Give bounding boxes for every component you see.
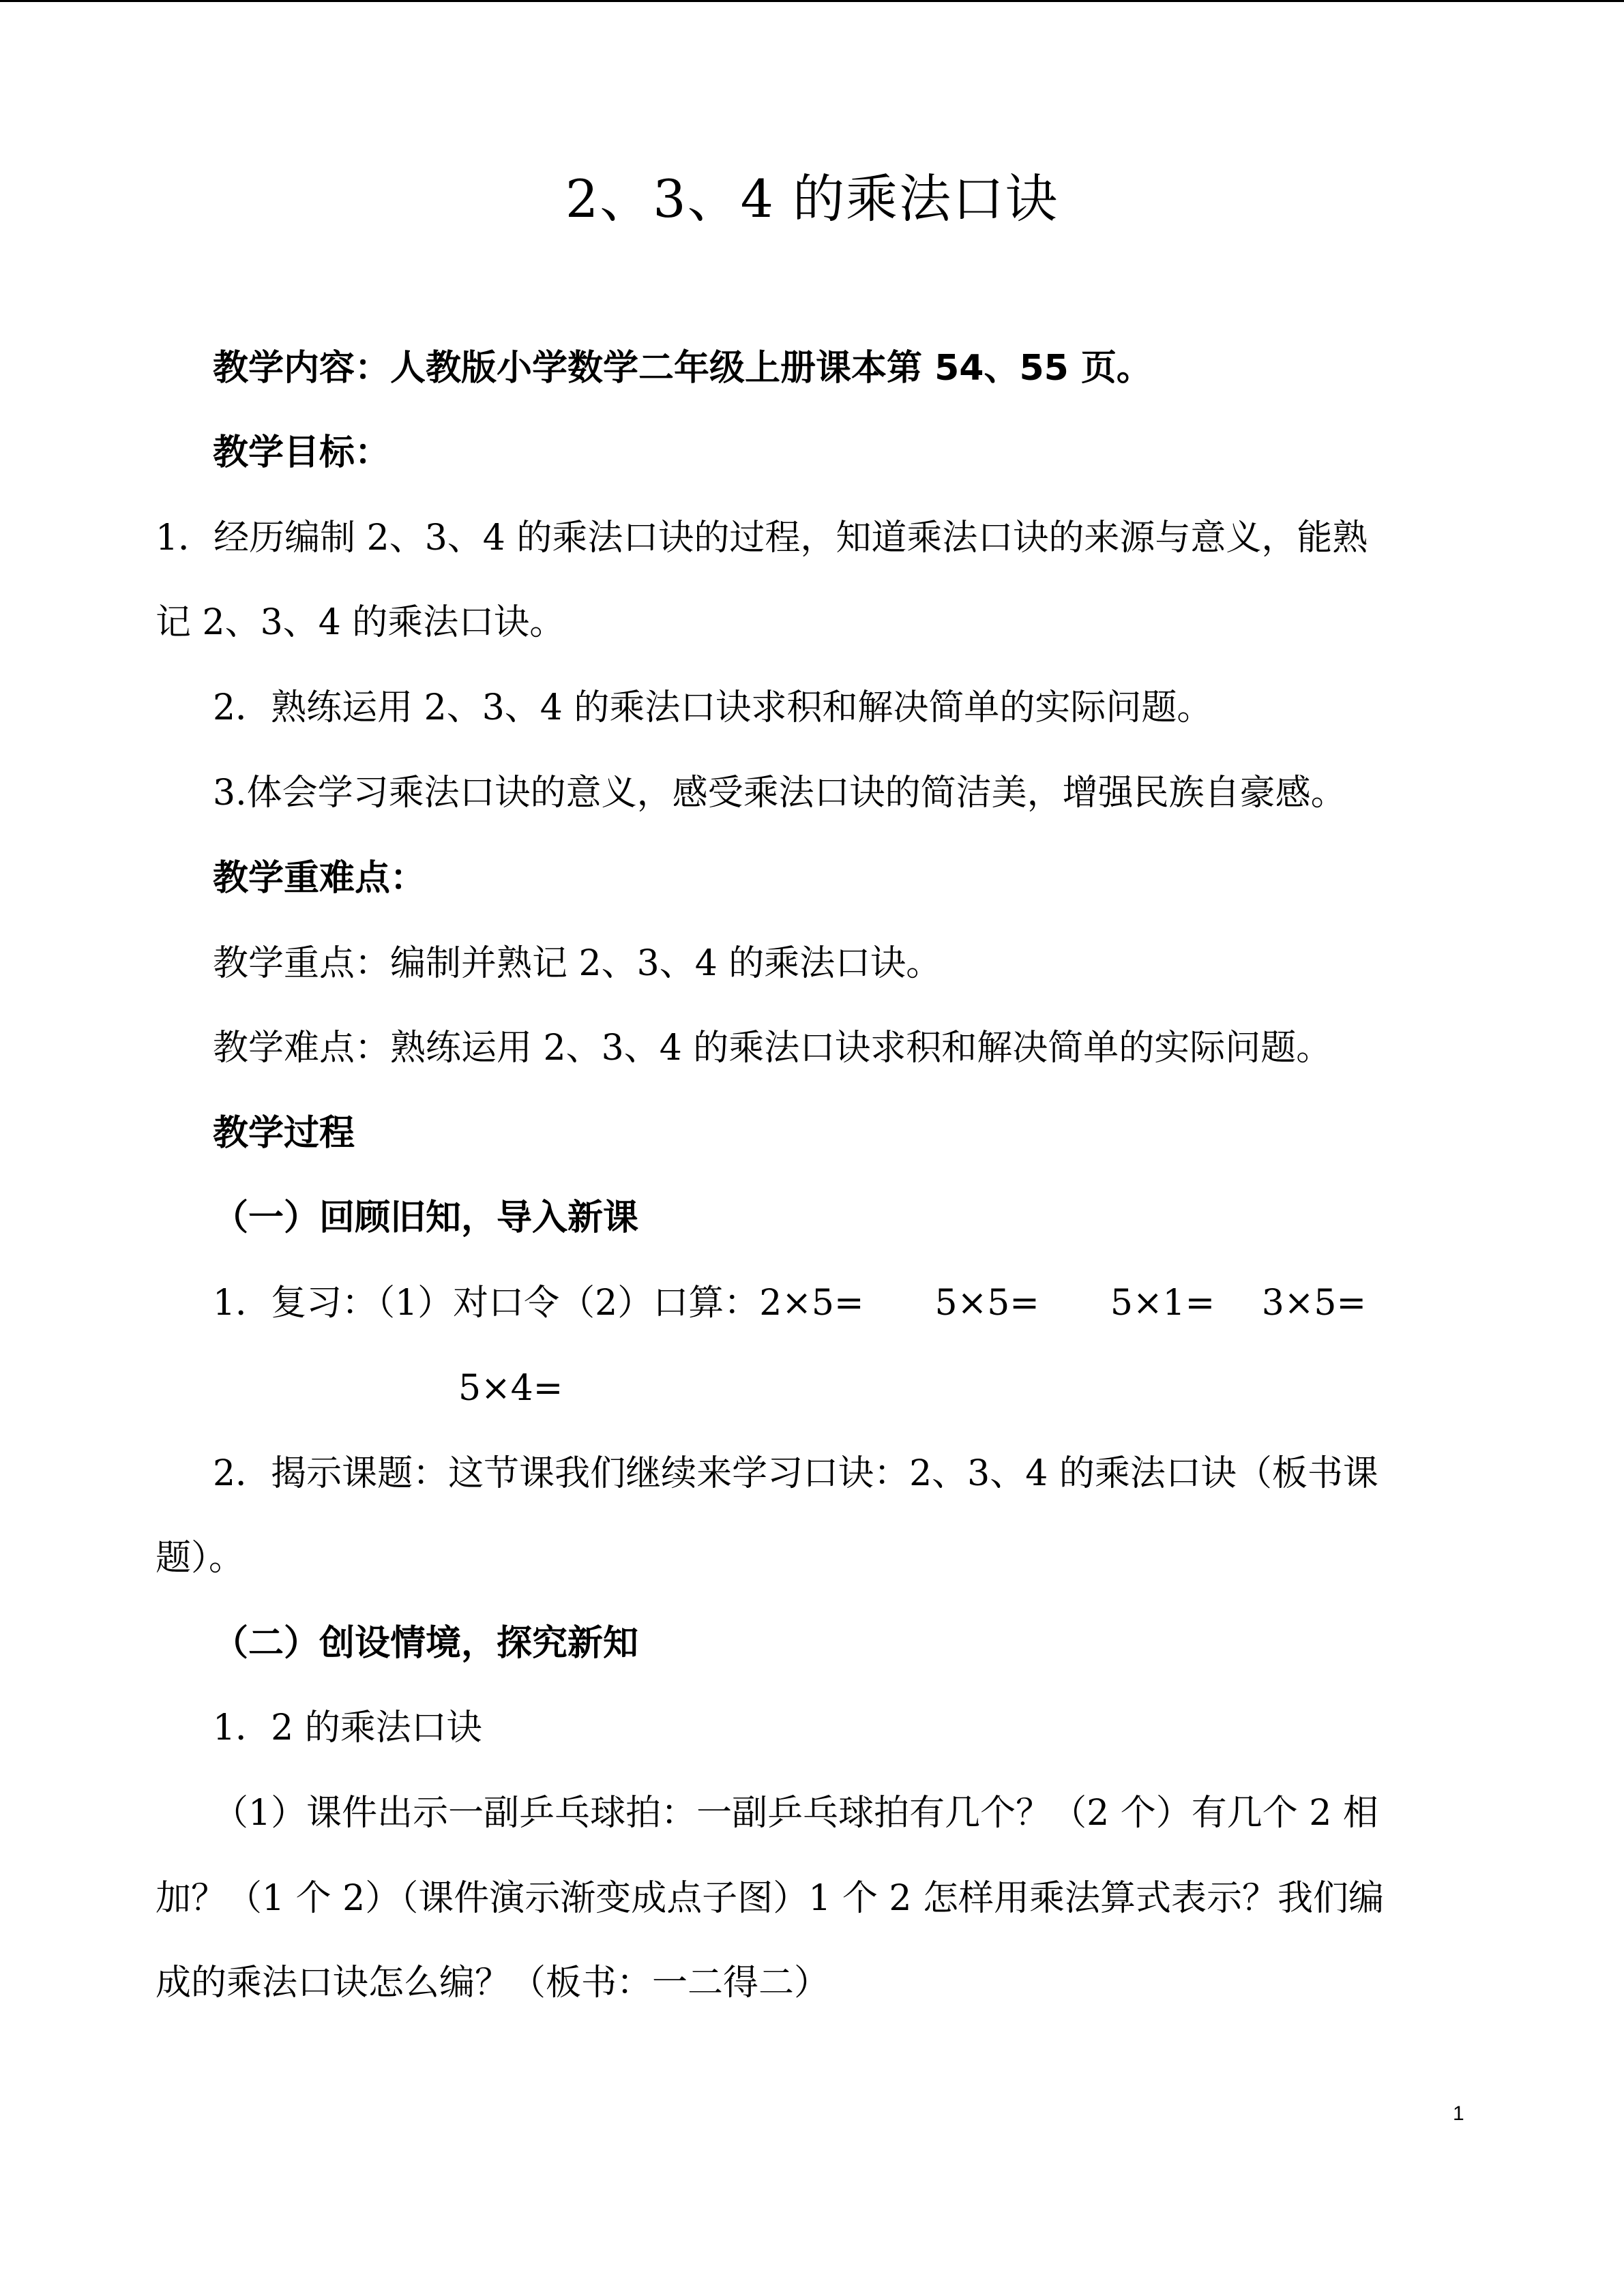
teaching-content: 教学内容：人教版小学数学二年级上册课本第 54、55 页。 [213,348,1152,389]
key-points-heading: 教学重难点： [213,858,426,899]
key-point: 教学重点：编制并熟记 2、3、4 的乘法口诀。 [213,943,942,984]
section-2-heading: （二）创设情境，探究新知 [213,1623,639,1664]
paragraph-1-line-2: 加？（1 个 2）（课件演示渐变成点子图）1 个 2 怎样用乘法算式表示？我们编 [156,1878,1384,1919]
section-1-heading: （一）回顾旧知，导入新课 [213,1197,639,1238]
goals-heading: 教学目标： [213,432,391,473]
reveal-topic-line-1: 2．揭示课题：这节课我们继续来学习口诀：2、3、4 的乘法口诀（板书课 [213,1453,1378,1494]
goal-3: 3.体会学习乘法口诀的意义，感受乘法口诀的简洁美，增强民族自豪感。 [213,773,1346,814]
review-line-2: 5×4= [458,1368,563,1409]
page-top-border [0,0,1624,2]
page-number: 1 [1453,2102,1464,2125]
process-heading: 教学过程 [213,1113,355,1154]
goal-1-line-1: 1．经历编制 2、3、4 的乘法口诀的过程，知道乘法口诀的来源与意义，能熟 [156,518,1368,558]
page-title: 2、3、4 的乘法口诀 [565,168,1059,229]
paragraph-1-line-1: （1）课件出示一副乒乓球拍：一副乒乓球拍有几个？（2 个）有几个 2 相 [213,1793,1378,1834]
sub-1-heading: 1．2 的乘法口诀 [213,1708,482,1748]
goal-2: 2．熟练运用 2、3、4 的乘法口诀求积和解决简单的实际问题。 [213,687,1213,728]
difficult-point: 教学难点：熟练运用 2、3、4 的乘法口诀求积和解决简单的实际问题。 [213,1028,1332,1069]
reveal-topic-line-2: 题）。 [156,1538,245,1579]
goal-1-line-2: 记 2、3、4 的乘法口诀。 [156,602,565,643]
paragraph-1-line-3: 成的乘法口诀怎么编？（板书：一二得二） [156,1963,830,2003]
review-line-1: 1．复习：（1）对口令（2）口算：2×5= 5×5= 5×1= 3×5= [213,1283,1367,1324]
